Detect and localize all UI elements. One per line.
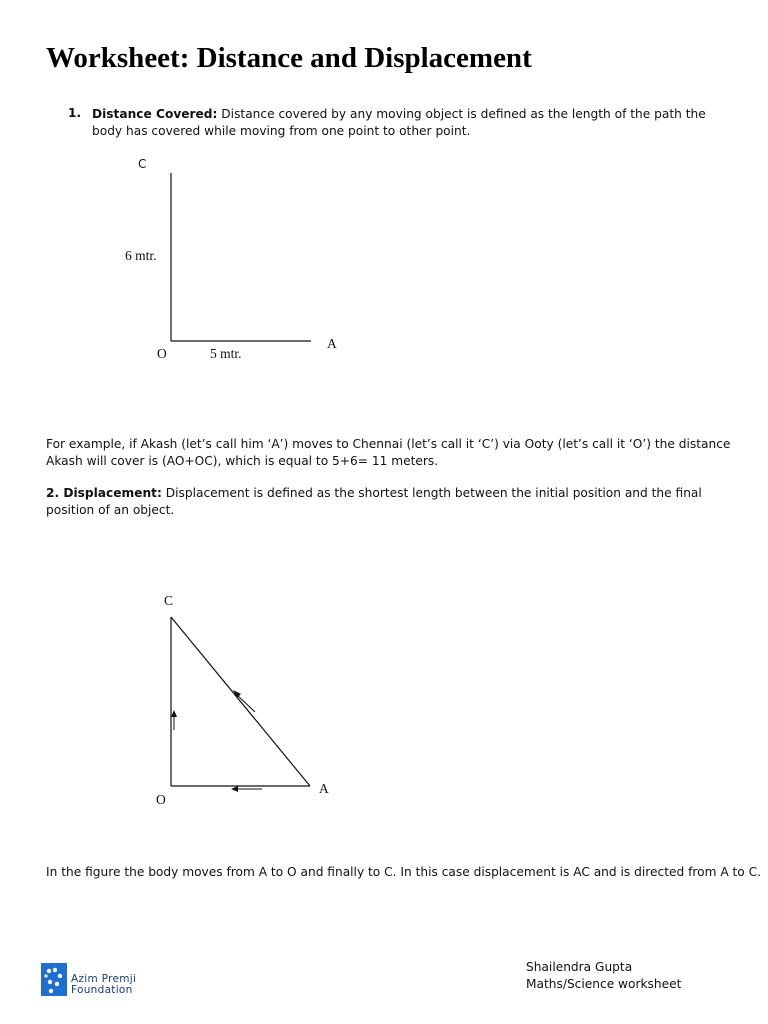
conclusion-paragraph: In the figure the body moves from A to O and finally to C. In this case displacement is AC and is directed from A to C. [46,865,762,879]
fig2-label-o: O [156,792,166,807]
logo-line-2: Foundation [71,984,133,996]
example-paragraph: For example, if Akash (let’s call him ‘A’) moves to Chennai (let’s call it ‘C’) via Ooty (let’s call it ‘O’) the distance Akash will cover is (AO+OC), which is equal to 5+6= 11 meters. [46,437,731,468]
section-1-number: 1. [68,106,82,120]
arrow-o-to-c-icon [171,710,177,730]
segment-ac-displacement [171,617,310,786]
fig2-label-a: A [319,781,329,796]
arrow-a-to-o-icon [231,786,262,792]
fig2-label-c: C [164,593,174,608]
author-name: Shailendra Gupta [526,960,633,974]
logo-line-1: Azim Premji [71,973,137,985]
fig1-label-oc-length: 6 mtr. [125,248,157,263]
footer-credits [526,959,681,993]
section-1-text: Distance covered by any moving object is defined as the length of the path the body has covered while moving from one point to other point. [92,107,706,138]
worksheet-subtitle: Maths/Science worksheet [526,977,682,991]
fig1-label-o: O [157,346,167,361]
section-2-text: Displacement is defined as the shortest length between the initial position and the final position of an object. [46,486,702,517]
logo-text [71,974,136,996]
fig1-label-c: C [138,157,147,171]
fig1-label-a: A [327,336,337,351]
section-1-heading: Distance Covered: [92,107,218,121]
fig1-label-oa-length: 5 mtr. [210,346,242,361]
section-2-heading: 2. Displacement: [46,486,162,500]
arrow-a-to-c-icon [233,690,255,712]
worksheet-title: Worksheet: Distance and Displacement [46,42,532,74]
